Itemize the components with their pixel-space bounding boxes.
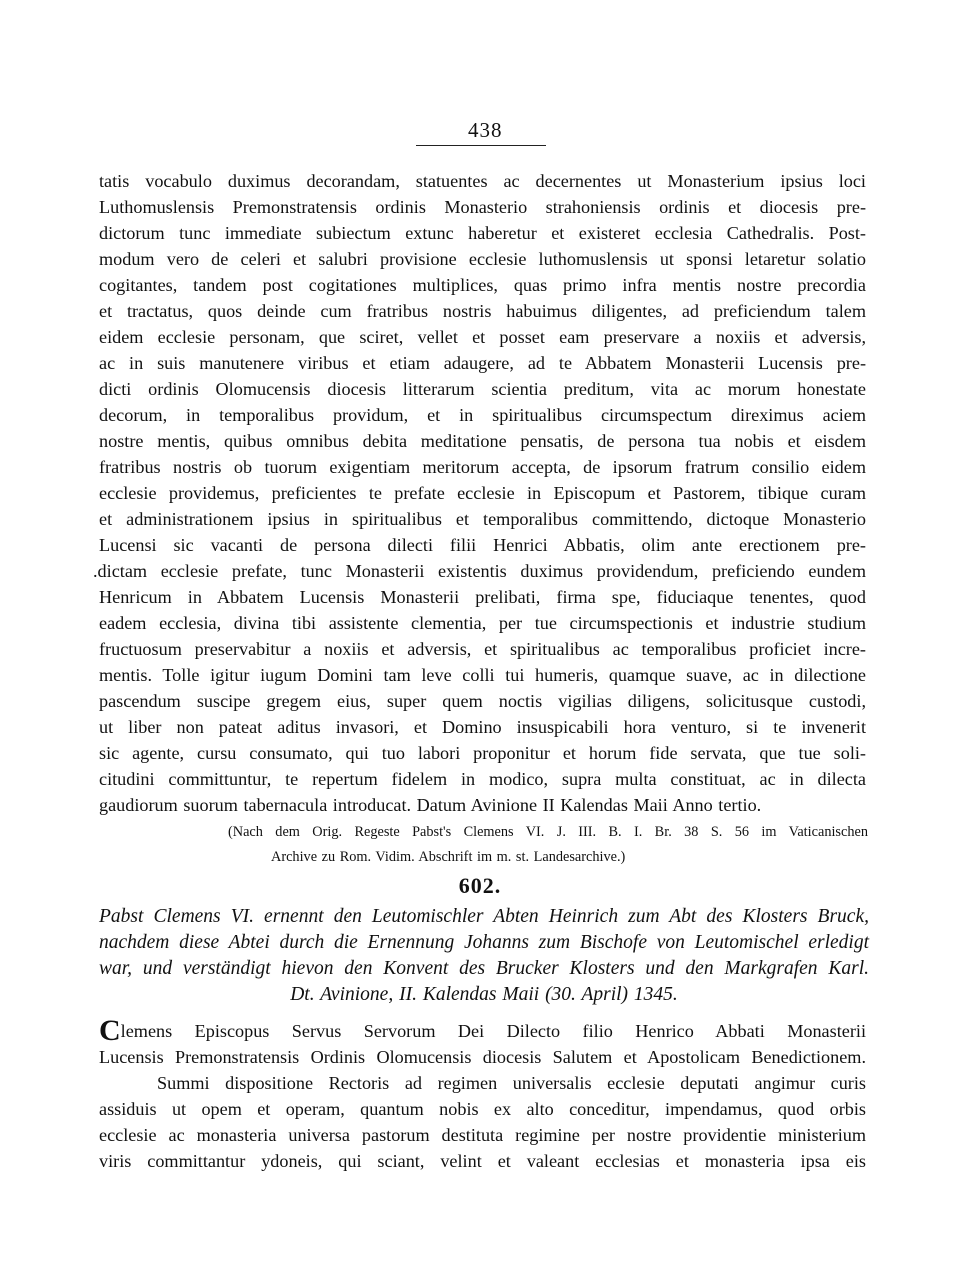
text-line: dictorum tunc immediate subiectum extunc haberetur et existeret ecclesia Cathedralis. Post- — [99, 223, 866, 243]
text-line: ac in suis manutenere viribus et etiam adaugere, ad te Abbatem Monasterii Lucensis pre- — [99, 353, 866, 373]
regest-line: war, und verständigt hievon den Konvent des Brucker Klosters und den Markgrafen Karl. — [99, 958, 869, 979]
page-number: 438 — [468, 118, 503, 142]
text-line: .dictam ecclesie prefate, tunc Monasterii existentis duximus providendum, preficiendo eundem — [93, 561, 866, 581]
regest-summary — [99, 904, 869, 1008]
regest-date-line: Dt. Avinione, II. Kalendas Maii (30. April) 1345. — [290, 984, 678, 1005]
dropcap-initial: C — [99, 1014, 121, 1047]
text-line: assiduis ut opem et operam, quantum nobis ex alto conceditur, impendamus, quod orbis — [99, 1099, 866, 1119]
source-note-line: (Nach dem Orig. Regeste Pabst's Clemens VI. J. III. B. I. Br. 38 S. 56 im Vaticanischen — [228, 824, 868, 840]
text-line: viris committantur ydoneis, qui sciant, velint et valeant ecclesias et monasteria ipsa eis — [99, 1151, 866, 1171]
source-note-line: Archive zu Rom. Vidim. Abschrift im m. st. Landesarchive.) — [271, 849, 626, 865]
source-note — [228, 820, 868, 870]
text-line: gaudiorum suorum tabernacula introducat. Datum Avinione II Kalendas Maii Anno tertio. — [99, 795, 762, 815]
text-line: modum vero de celeri et salubri provisione ecclesie luthomuslensis ut sponsi letaretur solatio — [99, 249, 866, 269]
text-line: citudini committuntur, te repertum fidelem in modico, supra multa constituat, ac in dilecta — [99, 769, 866, 789]
text-line: dicti ordinis Olomucensis diocesis litterarum scientia preditum, vita ac morum honestate — [99, 379, 866, 399]
text-line: Luthomuslensis Premonstratensis ordinis Monasterio strahoniensis ordinis et diocesis pre- — [99, 197, 866, 217]
text-line: sic agente, cursu consumato, qui tuo labori proponitur et horum fide servata, que tue soli- — [99, 743, 866, 763]
charter-continuation-text — [93, 168, 866, 818]
text-line: ut liber non pateat aditus invasori, et Domino insuspicabili hora venturo, si te invenerit — [99, 717, 866, 737]
regest-line: nachdem diese Abtei durch die Ernennung Johanns zum Bischofe von Leutomischel erledigt — [99, 932, 869, 953]
text-line: et administrationem ipsius in spiritualibus et temporalibus committendo, dictoque Monasterio — [99, 509, 866, 529]
regest-line: Pabst Clemens VI. ernennt den Leutomischler Abten Heinrich zum Abt des Klosters Bruck, — [99, 906, 869, 927]
text-line-rest: lemens Episcopus Servus Servorum Dei Dilecto filio Henrico Abbati Monasterii — [120, 1021, 866, 1041]
text-line: nostre mentis, quibus omnibus debita meditatione pensatis, de persona tua nobis et eisdem — [99, 431, 866, 451]
text-line: decorum, in temporalibus providum, et in spiritualibus circumspectum direximus aciem — [99, 405, 866, 425]
text-line: fructuosum preservabitur a noxiis et adversis, et spiritualibus ac temporalibus proficiet incre- — [99, 639, 866, 659]
text-line: Henricum in Abbatem Lucensis Monasterii prelibati, firma spe, fiduciaque tenentes, quod — [99, 587, 866, 607]
text-line: pascendum suscipe gregem eius, super quem noctis vigilias diligens, solicitusque custodi, — [99, 691, 866, 711]
text-line: eadem ecclesia, divina tibi assistente clementia, per tue circumspectionis et industrie studium — [99, 613, 866, 633]
text-line: cogitantes, tandem post cogitationes multiplices, quas primo infra mentis nostre precordia — [99, 275, 866, 295]
text-line: eidem ecclesie personam, que sciret, vellet et posset eam preservare a noxiis et adversis, — [99, 327, 866, 347]
text-line: fratribus nostris ob tuorum exigentiam meritorum accepta, de ipsorum fratrum consilio eidem — [99, 457, 866, 477]
text-line: mentis. Tolle igitur iugum Domini tam leve colli tui humeris, quamque suave, ac in dilectione — [99, 665, 866, 685]
text-line: ecclesie providemus, preficientes te prefate ecclesie in Episcopum et Pastorem, tibique curam — [99, 483, 866, 503]
text-line: et tractatus, quos deinde cum fratribus nostris habuimus diligentes, ad preficiendum talem — [99, 301, 866, 321]
charter-text — [99, 1014, 866, 1174]
text-line: tatis vocabulo duximus decorandam, statuentes ac decernentes ut Monasterium ipsius loci — [99, 171, 866, 191]
text-line — [99, 1014, 866, 1047]
text-line: Lucensi sic vacanti de persona dilecti filii Henrici Abbatis, olim ante erectionem pre- — [99, 535, 866, 555]
page-number-rule — [416, 145, 546, 146]
document-number: 602. — [458, 873, 502, 898]
text-line: Lucensis Premonstratensis Ordinis Olomucensis diocesis Salutem et Apostolicam Benedictionem. — [99, 1047, 866, 1067]
text-line: ecclesie ac monasteria universa pastorum destituta regimine per nostre providentie ministerium — [99, 1125, 866, 1145]
text-line: Summi dispositione Rectoris ad regimen universalis ecclesie deputati angimur curis — [157, 1073, 866, 1093]
